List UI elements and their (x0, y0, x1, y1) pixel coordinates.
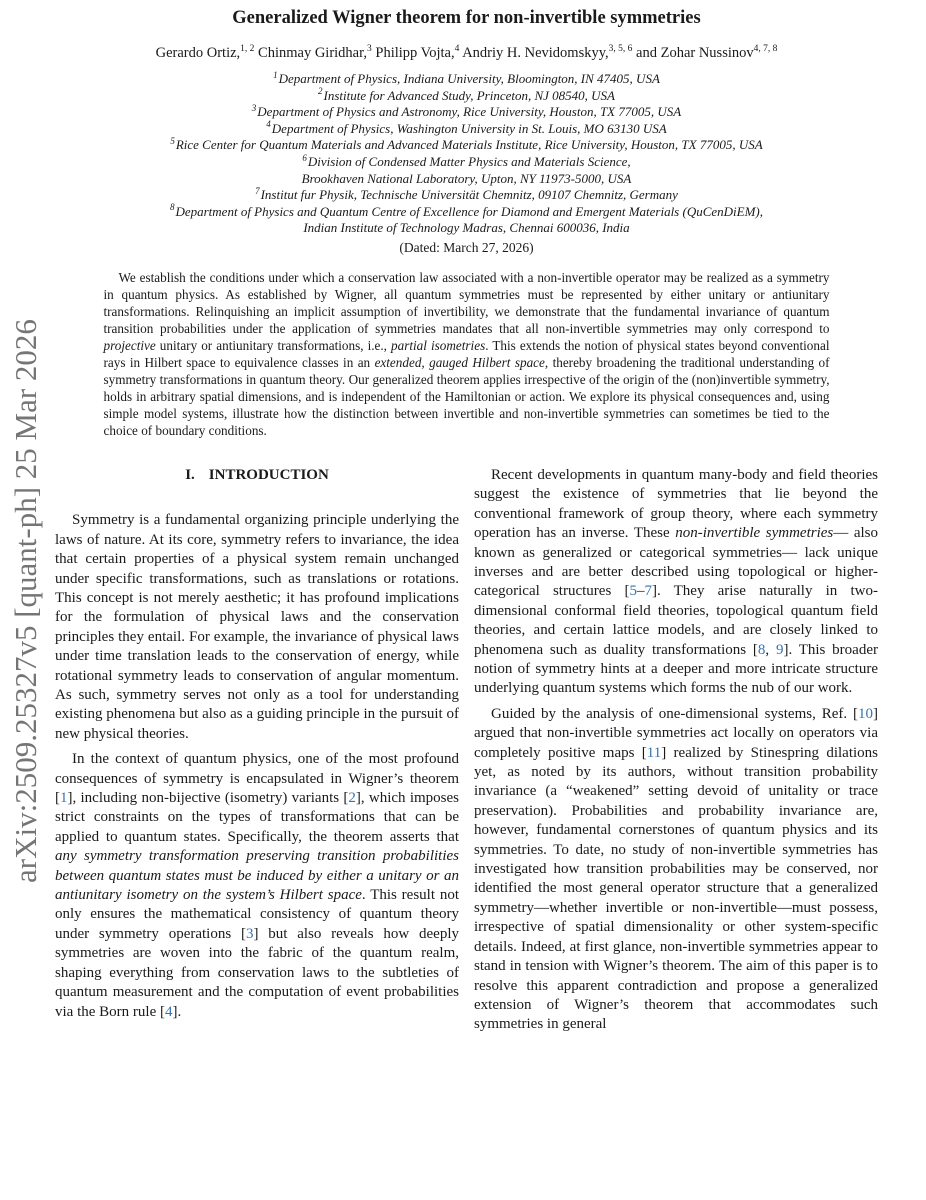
affiliation-line (55, 121, 878, 138)
affiliation-line (55, 88, 878, 105)
citation-link[interactable]: 7 (644, 583, 652, 600)
emphasized-text: extended, gauged Hilbert space (374, 354, 545, 370)
text-segment: . This result not only ensures the mathematical consistency of quantum theory under symmetry operations [ (55, 887, 459, 942)
affiliation-number: 8 (169, 202, 175, 213)
affiliation-number: 5 (170, 136, 175, 147)
author-name: Philipp Vojta, (375, 45, 455, 61)
text-segment: , (765, 641, 776, 658)
affiliation-number: 6 (302, 152, 307, 163)
abstract (104, 269, 830, 439)
affiliation-number: 4 (266, 119, 271, 130)
arxiv-watermark: arXiv:2509.25327v5 [quant-ph] 25 Mar 2026 (8, 319, 43, 883)
text-segment: . This extends the notion of physical states beyond conventional rays in Hilbert space to equivalence classes in an (103, 337, 830, 370)
citation-link[interactable]: 5 (629, 583, 637, 600)
citation-link[interactable]: 8 (757, 641, 766, 658)
paper-title: Generalized Wigner theorem for non-invertible symmetries (232, 8, 701, 28)
text-segment: In the context of quantum physics, one of the most profound consequences of symmetry is encapsulated in Wigner’s theorem [ (55, 751, 459, 807)
author-affiliation-ref: 3 (367, 44, 372, 55)
citation-link[interactable]: 9 (775, 641, 784, 658)
paragraph (55, 750, 459, 1022)
affiliation-number: 2 (318, 86, 323, 97)
text-segment: unitary or antiunitary transformations, i.e., (155, 337, 392, 353)
right-column (474, 466, 878, 1041)
text-segment: – (636, 583, 645, 600)
affiliation-line (55, 104, 878, 121)
affiliation-text: Department of Physics, Washington University in St. Louis, MO 63130 USA (271, 120, 667, 136)
author-name: Chinmay Giridhar, (258, 45, 367, 61)
citation-link[interactable]: 4 (164, 1003, 173, 1020)
affiliation-line (55, 204, 878, 221)
affiliation-number: 1 (273, 69, 278, 80)
author-name: and Zohar Nussinov (636, 45, 754, 61)
text-segment: ] realized by Stinespring dilations yet, as noted by its authors, without transition probability invariance (a “weakened” setting devoid of unitality or trace preservation). Probabilities and probability invariance are, however, fundamental cornerstones of quantum physics and its symmetries. To date, no study of non-invertible symmetries has investigated how transition probabilities may be conserved, nor identified the most general operator structure that a generalized symmetry—whether invertible or non-invertible—must possess, irrespective of spatial dimensionality or other system-specific details. Indeed, at first glance, non-invertible symmetries appear to stand in tension with Wigner’s theorem. The aim of this paper is to resolve this apparent contradiction and propose a generalized extension of Wigner’s theorem that accommodates such symmetries in general (474, 744, 878, 1033)
text-segment: — also known as generalized or categorical symmetries— lack unique inverses and are better described using topological or higher-categorical structures [ (474, 525, 878, 600)
affiliation-text: Department of Physics and Astronomy, Rice University, Houston, TX 77005, USA (257, 104, 682, 120)
author-name: Andriy H. Nevidomskyy, (462, 45, 609, 61)
affiliations-block (55, 71, 878, 237)
affiliation-number: 7 (255, 185, 260, 196)
affiliation-text: Department of Physics, Indiana University, Bloomington, IN 47405, USA (278, 71, 660, 86)
author-affiliation-ref: 3, 5, 6 (608, 44, 633, 55)
text-segment: Guided by the analysis of one-dimensional systems, Ref. [ (491, 705, 858, 722)
citation-link[interactable]: 2 (348, 790, 356, 807)
affiliation-line (55, 154, 878, 171)
citation-link[interactable]: 10 (858, 705, 873, 722)
text-segment: ] argued that non-invertible symmetries act locally on operators via completely positive maps [ (474, 705, 878, 761)
citation-link[interactable]: 3 (245, 925, 254, 942)
author-line (55, 45, 878, 62)
emphasized-text: projective (103, 337, 156, 353)
text-segment: Recent developments in quantum many-body and field theories suggest the existence of symmetries that lie beyond the conventional framework of group theory, where each symmetry operation has an inverse. These (474, 466, 878, 542)
emphasized-text: non-invertible symmetries (675, 525, 834, 542)
emphasized-text: partial isometries (391, 337, 486, 353)
author-affiliation-ref: 4, 7, 8 (753, 44, 778, 55)
text-segment: ] but also reveals how deeply symmetries are woven into the fabric of the quantum realm, shaping everything from conservation laws to the subtleties of quantum measurement and the computation of event probabilities via the Born rule [ (55, 925, 459, 1020)
dated-line: (Dated: March 27, 2026) (399, 239, 534, 255)
affiliation-number: 3 (251, 102, 257, 113)
author-affiliation-ref: 1, 2 (240, 44, 255, 55)
affiliation-text: Institut fur Physik, Technische Universität Chemnitz, 09107 Chemnitz, Germany (260, 187, 678, 203)
text-segment: ], which imposes strict constraints on the types of transformations that can be applied to quantum states. Specifically, the theorem asserts that (55, 790, 459, 845)
affiliation-text: Indian Institute of Technology Madras, Chennai 600036, India (303, 220, 630, 236)
emphasized-text: any symmetry transformation preserving transition probabilities between quantum states must be induced by either a unitary or an antiunitary isometry on the system’s Hilbert space (55, 848, 459, 904)
text-segment: Symmetry is a fundamental organizing principle underlying the laws of nature. At its core, symmetry refers to invariance, the idea that certain properties of a physical system remain unchanged under specific transformations, such as translations or rotations. This concept is not merely aesthetic; it has profound implications for the formulation of physical laws and the conservation principles they entail. For example, the invariance of physical laws under time translation leads to the conservation of energy, while rotational symmetry leads to conservation of angular momentum. As such, symmetry serves not only as a tool for understanding existing phenomena but also as a guiding principle in the pursuit of new physical theories. (55, 512, 459, 742)
affiliation-line (55, 171, 878, 188)
affiliation-text: Brookhaven National Laboratory, Upton, NY 11973-5000, USA (301, 170, 632, 186)
citation-link[interactable]: 11 (646, 744, 662, 761)
affiliation-line (55, 187, 878, 204)
affiliation-line (55, 137, 878, 154)
text-segment: ], including non-bijective (isometry) variants [ (67, 790, 349, 807)
paragraph (474, 705, 878, 1035)
author-name: Gerardo Ortiz, (155, 45, 241, 61)
section-heading-introduction (55, 466, 459, 485)
paragraph (55, 511, 459, 744)
text-segment: ]. They arise naturally in two-dimensional conformal field theories, topological quantum field theories, and certain lattice models, and are closely linked to phenomena such as duality transformations [ (474, 583, 878, 658)
affiliation-text: Institute for Advanced Study, Princeton, NJ 08540, USA (323, 87, 615, 103)
text-segment: ]. This broader notion of symmetry hints at a deeper and more intricate structure underlying quantum systems which forms the nub of our work. (474, 641, 878, 697)
paragraph (474, 466, 878, 699)
affiliation-text: Department of Physics and Quantum Centre of Excellence for Diamond and Emergent Materials (QuCenDiEM), (175, 203, 764, 219)
section-number: I. (185, 466, 195, 483)
left-column (55, 466, 459, 1041)
citation-link[interactable]: 1 (60, 790, 68, 807)
affiliation-text: Rice Center for Quantum Materials and Advanced Materials Institute, Rice University, Houston, TX 77005, USA (175, 137, 763, 153)
author-affiliation-ref: 4 (454, 44, 460, 55)
affiliation-line (55, 220, 878, 237)
affiliation-text: Division of Condensed Matter Physics and Materials Science, (307, 153, 631, 169)
two-column-body (55, 466, 878, 1041)
affiliation-line (55, 71, 878, 88)
section-title: INTRODUCTION (208, 466, 329, 483)
text-segment: We establish the conditions under which a conservation law associated with a non-invertible operator may be realized as a symmetry in quantum physics. As established by Wigner, all quantum symmetries must be represented by either unitary or antiunitary transformations. Relinquishing an implicit assumption of invertibility, we demonstrate that the fundamental invariance of quantum transition probabilities under the application of symmetries mandates that all non-invertible symmetries may only correspond to (103, 269, 830, 336)
text-segment: ]. (172, 1003, 182, 1020)
text-segment: , thereby broadening the traditional understanding of symmetry transformations in quantum theory. Our generalized theorem applies irrespective of the origin of the (non)invertible symmetry, holds in arbitrary spatial dimensions, and is independent of the Hamiltonian or action. We explore its physical consequences and, using simple model systems, illustrate how the distinction between invertible and non-invertible symmetries can sometimes be tied to the choice of boundary conditions. (103, 354, 830, 438)
